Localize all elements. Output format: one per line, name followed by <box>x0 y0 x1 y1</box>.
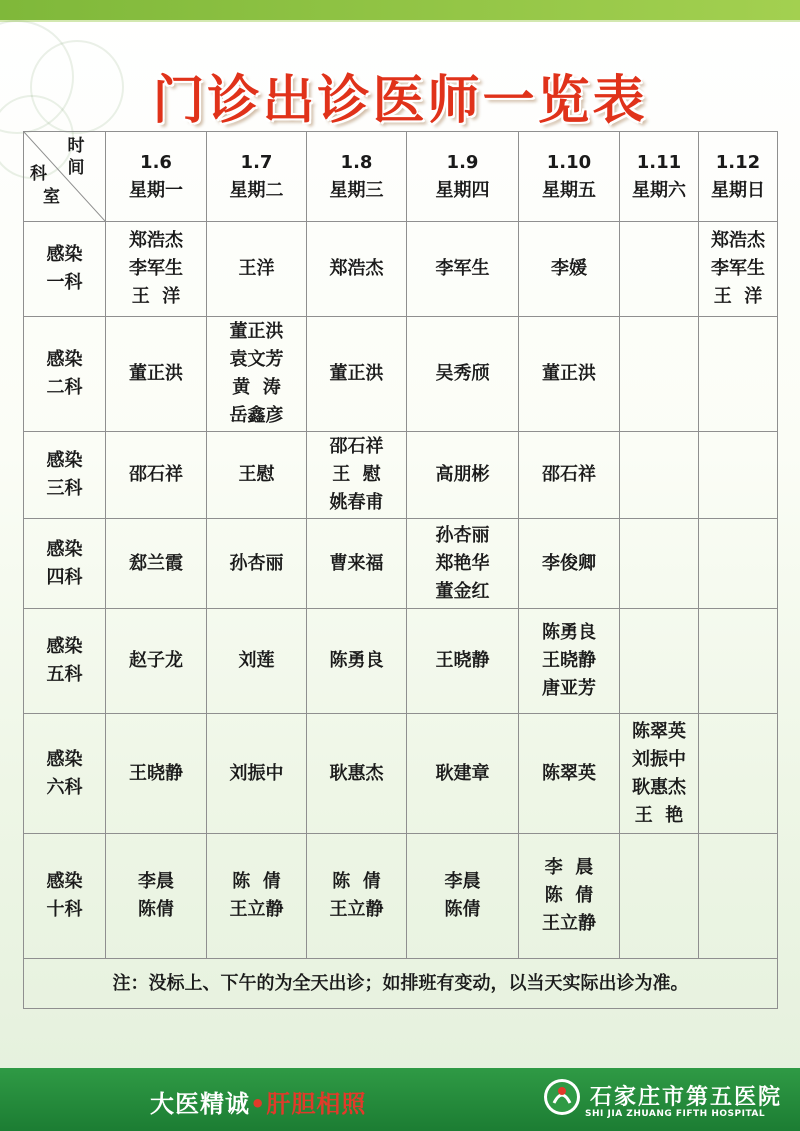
doctor-names: 陈翠英 <box>542 762 596 784</box>
schedule-cell <box>407 609 519 714</box>
dept-cell <box>24 519 106 609</box>
schedule-table <box>23 131 778 1009</box>
schedule-cell <box>307 714 407 834</box>
schedule-cell <box>620 714 699 834</box>
day-weekday: 星期一 <box>129 179 183 201</box>
slogan-dot: • <box>250 1090 267 1118</box>
schedule-cell <box>407 714 519 834</box>
day-weekday: 星期日 <box>711 179 765 201</box>
slogan-part-b: 肝胆相照 <box>266 1090 367 1118</box>
top-bar <box>0 0 800 20</box>
day-date: 1.8 <box>340 151 373 173</box>
note-cell <box>24 959 778 1009</box>
schedule-cell <box>207 714 307 834</box>
schedule-cell <box>307 317 407 432</box>
schedule-cell <box>620 317 699 432</box>
schedule-cell <box>519 317 620 432</box>
doctor-names: 李军生 <box>435 258 490 279</box>
day-header-cell <box>106 132 207 222</box>
schedule-cell <box>207 834 307 959</box>
day-date: 1.6 <box>140 151 172 173</box>
dept-label: 感染 五科 <box>46 636 83 685</box>
dept-cell <box>24 714 106 834</box>
schedule-cell <box>699 609 778 714</box>
day-header-cell <box>519 132 620 222</box>
doctor-names: 李俊卿 <box>542 552 596 574</box>
doctor-names: 王晓静 <box>435 650 490 671</box>
corner-header-cell <box>24 132 106 222</box>
schedule-cell <box>699 834 778 959</box>
table-row <box>24 432 778 519</box>
table-row <box>24 714 778 834</box>
table-row <box>24 222 778 317</box>
doctor-names: 吴秀颀 <box>435 363 490 384</box>
schedule-cell <box>519 609 620 714</box>
doctor-names: 李晨 陈倩 <box>444 871 481 920</box>
note-text: 注：没标上、下午的为全天出诊；如排班有变动，以当天实际出诊为准。 <box>112 972 689 994</box>
table-row <box>24 519 778 609</box>
day-header-cell <box>207 132 307 222</box>
schedule-cell <box>106 714 207 834</box>
doctor-names: 邵石祥 <box>542 464 596 485</box>
note-row <box>24 959 778 1009</box>
schedule-cell <box>207 609 307 714</box>
doctor-names: 高朋彬 <box>435 464 490 485</box>
dept-cell <box>24 834 106 959</box>
schedule-cell <box>106 609 207 714</box>
schedule-cell <box>699 714 778 834</box>
dept-label: 感染 三科 <box>46 450 83 499</box>
schedule-cell <box>207 222 307 317</box>
schedule-cell <box>407 834 519 959</box>
schedule-cell <box>620 519 699 609</box>
dept-cell <box>24 609 106 714</box>
doctor-names: 董正洪 <box>542 363 596 384</box>
schedule-cell <box>699 317 778 432</box>
doctor-names: 陈 倩 王立静 <box>229 871 284 920</box>
schedule-cell <box>519 519 620 609</box>
page-title: 门诊出诊医师一览表 <box>152 71 648 131</box>
corner-ke-label: 科 <box>30 164 47 184</box>
doctor-names: 董正洪 <box>129 363 183 384</box>
schedule-cell <box>307 519 407 609</box>
hospital-name-cn: 石家庄市第五医院 <box>590 1084 783 1110</box>
schedule-cell <box>620 432 699 519</box>
doctor-names: 郑浩杰 <box>329 258 384 279</box>
schedule-cell <box>519 714 620 834</box>
day-weekday: 星期五 <box>542 179 596 201</box>
schedule-cell <box>106 834 207 959</box>
doctor-names: 郄兰霞 <box>129 552 183 574</box>
schedule-cell <box>407 519 519 609</box>
schedule-cell <box>519 432 620 519</box>
doctor-names: 邵石祥 王 慰 姚春甫 <box>329 436 384 513</box>
doctor-names: 郑浩杰 李军生 王 洋 <box>129 230 183 307</box>
doctor-names: 耿建章 <box>435 762 490 784</box>
day-date: 1.9 <box>446 151 479 173</box>
day-header-cell <box>307 132 407 222</box>
schedule-cell <box>407 432 519 519</box>
header-row <box>24 132 778 222</box>
dept-label: 感染 六科 <box>46 748 83 798</box>
day-date: 1.11 <box>636 151 682 173</box>
doctor-names: 孙杏丽 郑艳华 董金红 <box>435 524 490 602</box>
schedule-cell <box>307 432 407 519</box>
doctor-names: 王慰 <box>238 464 275 485</box>
doctor-names: 王洋 <box>238 258 275 279</box>
doctor-names: 郑浩杰 李军生 王 洋 <box>711 230 765 307</box>
doctor-names: 陈翠英 刘振中 耿惠杰 王 艳 <box>632 720 686 826</box>
top-bar-line <box>0 20 800 22</box>
doctor-names: 曹来福 <box>329 552 384 574</box>
dept-label: 感染 二科 <box>46 349 83 398</box>
schedule-cell <box>699 519 778 609</box>
schedule-cell <box>207 519 307 609</box>
schedule-cell <box>699 432 778 519</box>
table-row <box>24 609 778 714</box>
day-weekday: 星期四 <box>435 179 490 201</box>
schedule-cell <box>407 317 519 432</box>
day-date: 1.7 <box>240 151 273 173</box>
day-weekday: 星期六 <box>632 179 686 201</box>
schedule-cell <box>106 317 207 432</box>
dept-label: 感染 四科 <box>46 538 83 588</box>
schedule-cell <box>207 317 307 432</box>
schedule-cell <box>106 519 207 609</box>
schedule-cell <box>620 834 699 959</box>
doctor-names: 邵石祥 <box>129 464 183 485</box>
doctor-names: 孙杏丽 <box>229 552 284 574</box>
dept-label: 感染 十科 <box>46 871 83 920</box>
doctor-names: 陈勇良 <box>329 650 384 671</box>
dept-label: 感染 一科 <box>46 244 83 293</box>
corner-time-label: 时 间 <box>67 136 85 178</box>
hospital-logo-icon <box>542 1077 582 1117</box>
doctor-names: 陈勇良 王晓静 唐亚芳 <box>542 622 596 699</box>
schedule-cell <box>106 222 207 317</box>
schedule-cell <box>519 222 620 317</box>
doctor-names: 李晨 陈倩 <box>138 871 174 920</box>
schedule-cell <box>519 834 620 959</box>
schedule-cell <box>207 432 307 519</box>
doctor-names: 陈 倩 王立静 <box>329 871 384 920</box>
doctor-names: 王晓静 <box>129 762 183 784</box>
doctor-names: 耿惠杰 <box>329 762 384 784</box>
schedule-cell <box>307 609 407 714</box>
day-header-cell <box>407 132 519 222</box>
schedule-cell <box>620 609 699 714</box>
day-header-cell <box>699 132 778 222</box>
hospital-name-en: SHI JIA ZHUANG FIFTH HOSPITAL <box>585 1109 766 1119</box>
doctor-names: 刘莲 <box>238 650 275 671</box>
schedule-cell <box>699 222 778 317</box>
day-header-cell <box>620 132 699 222</box>
day-weekday: 星期二 <box>229 179 284 201</box>
doctor-names: 李媛 <box>551 258 587 279</box>
dept-cell <box>24 432 106 519</box>
dept-cell <box>24 222 106 317</box>
table-row <box>24 317 778 432</box>
schedule-cell <box>407 222 519 317</box>
day-date: 1.12 <box>715 151 761 173</box>
table-row <box>24 834 778 959</box>
slogan-part-a: 大医精诚 <box>150 1090 250 1118</box>
schedule-cell <box>106 432 207 519</box>
dept-cell <box>24 317 106 432</box>
doctor-names: 董正洪 <box>329 363 384 384</box>
day-weekday: 星期三 <box>329 179 384 201</box>
doctor-names: 董正洪 袁文芳 黄 涛 岳鑫彦 <box>229 321 284 426</box>
corner-shi-label: 室 <box>43 187 60 207</box>
footer-slogan <box>150 1084 366 1119</box>
schedule-cell <box>620 222 699 317</box>
doctor-names: 李 晨 陈 倩 王立静 <box>542 857 596 934</box>
doctor-names: 刘振中 <box>229 762 284 784</box>
doctor-names: 赵子龙 <box>129 650 183 671</box>
day-date: 1.10 <box>546 151 592 173</box>
schedule-cell <box>307 222 407 317</box>
schedule-cell <box>307 834 407 959</box>
